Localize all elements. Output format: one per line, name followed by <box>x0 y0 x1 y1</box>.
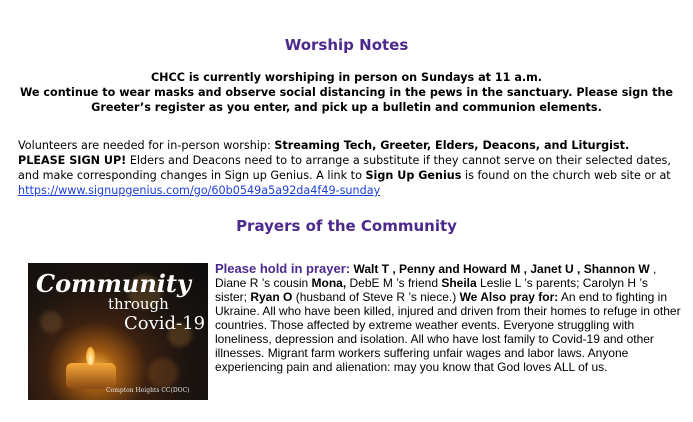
prayer-names-bold: Walt T , Penny and Howard M , Janet U , Shannon W <box>350 262 654 276</box>
worship-time-line: CHCC is currently worshiping in person on Sundays at 11 a.m. <box>150 71 543 84</box>
prayer-leslie: Leslie L ’s parents; Carolyn H ’s sister; <box>215 276 648 304</box>
vol-intro: Volunteers are needed for in-person worship: <box>18 139 275 152</box>
vol-signup: PLEASE SIGN UP! <box>18 154 127 167</box>
prayer-body: An end to fighting in Ukraine. All who have been killed, injured and driven from their homes to refuge in other countries. Those affected by extreme weather events. Everyone struggling with loneliness, depression and isolation. All who have lost family to Covid-19 and other illnesses. Migrant farm workers suffering unfair wages and labor laws. Anyone experiencing pain and alienation: may you know that God loves ALL of us. <box>215 290 681 374</box>
vol-roles: Streaming Tech, Greeter, Elders, Deacons, and Liturgist. <box>274 139 630 152</box>
prayer-husband: (husband of Steve R ’s niece.) <box>292 290 460 304</box>
prayer-mona: Mona, <box>311 276 347 290</box>
flame-graphic <box>86 347 95 365</box>
worship-notes-heading: Worship Notes <box>284 36 409 54</box>
prayer-lead: Please hold in prayer: <box>215 261 351 276</box>
prayer-ryan: Ryan O <box>250 290 293 304</box>
vol-text: Elders and Deacons need to to arrange a substitute if they cannot serve on their selected dates, and make corresponding changes in Sign up Genius. A link to <box>18 154 671 182</box>
volunteers-paragraph <box>18 138 678 198</box>
prayer-also: We Also pray for: <box>459 290 559 304</box>
photo-credit: Compton Heights CC(DOC) <box>106 387 190 394</box>
photo-title-covid: Covid-19 <box>124 313 206 334</box>
worship-info <box>14 70 679 115</box>
prayer-debe: DebE M ’s friend <box>346 276 442 290</box>
prayers-paragraph <box>215 262 681 374</box>
prayers-heading: Prayers of the Community <box>236 217 457 235</box>
community-covid-photo <box>28 263 208 400</box>
vol-genius: Sign Up Genius <box>365 169 462 182</box>
worship-masks-line: We continue to wear masks and observe social distancing in the pews in the sanctuary. Please sign the Greeter’s register as you enter, and pick up a bulletin and communion elements. <box>19 86 674 114</box>
photo-title-through: through <box>108 295 169 313</box>
candle-graphic <box>66 363 116 389</box>
prayer-names-rest: , Diane R ’s cousin <box>215 262 657 290</box>
vol-text2: is found on the church web site or at <box>461 169 671 182</box>
photo-title-community: Community <box>36 269 191 298</box>
prayer-sheila: Sheila <box>441 276 477 290</box>
signup-genius-link[interactable]: https://www.signupgenius.com/go/60b0549a5a92da4f49-sunday <box>18 184 381 197</box>
